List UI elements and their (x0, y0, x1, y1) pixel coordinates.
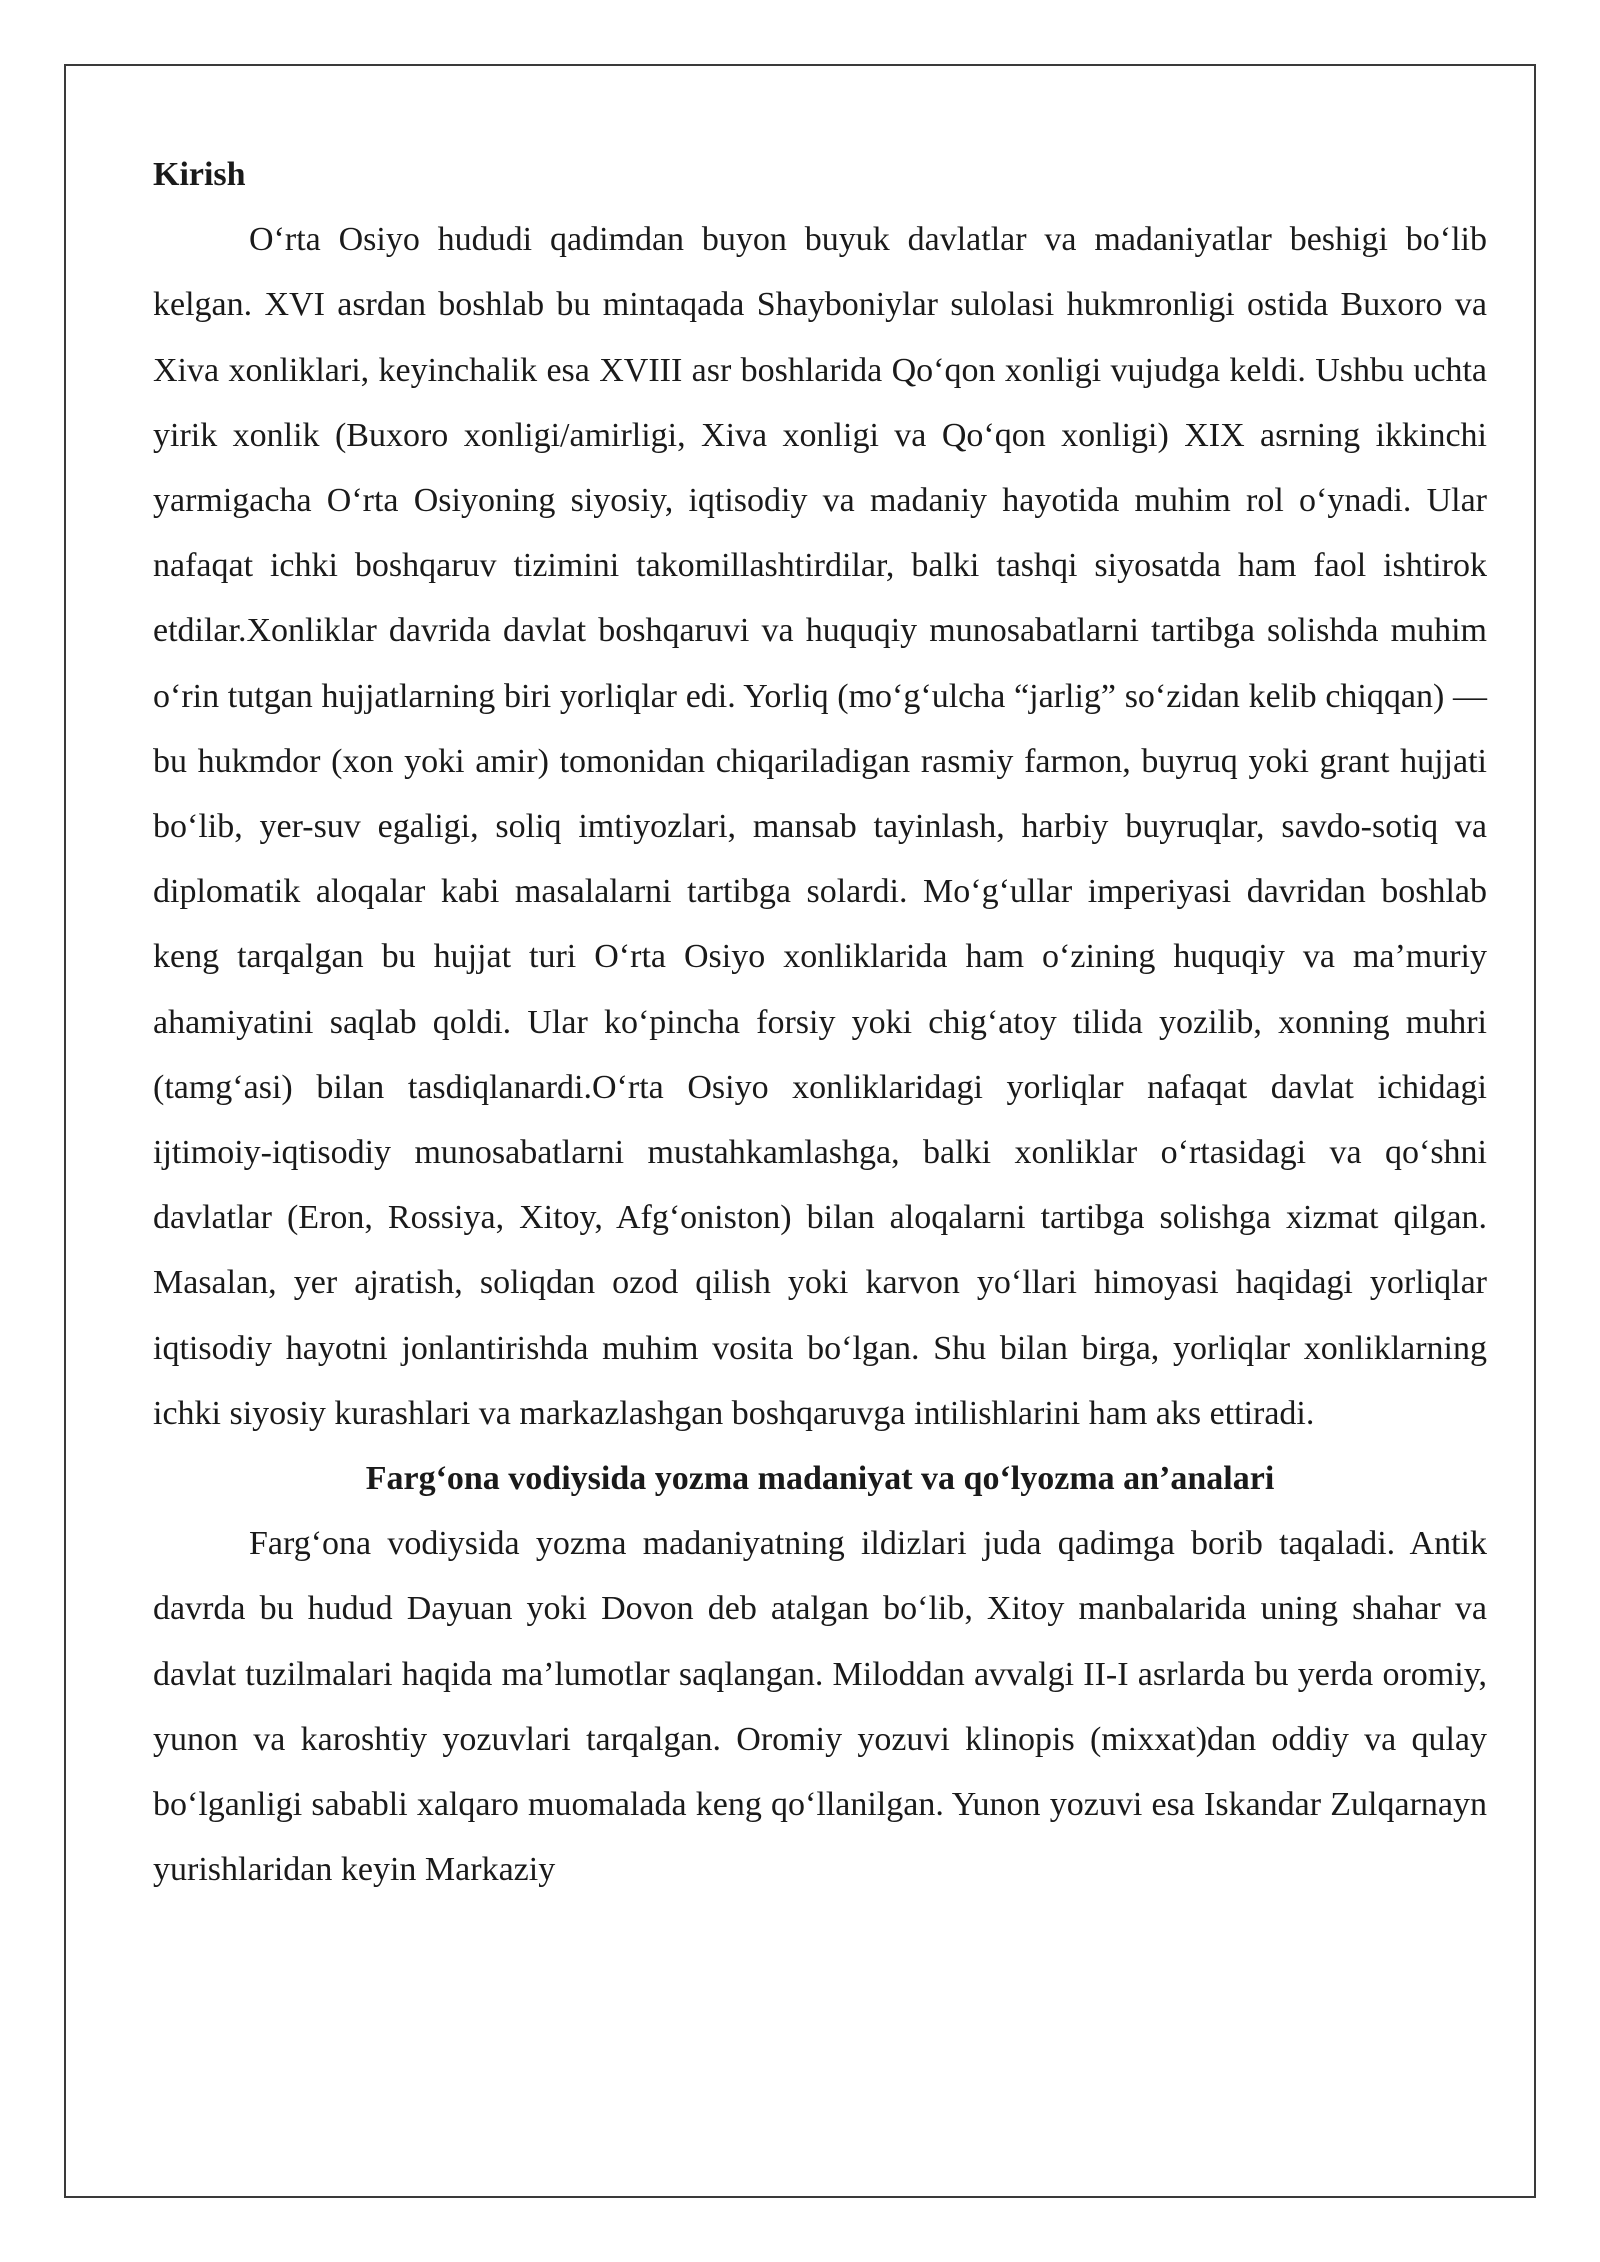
section-paragraph-fargona: Farg‘ona vodiysida yozma madaniyatning ildizlari juda qadimga borib taqaladi. Antik davrda bu hudud Dayuan yoki Dovon deb atalgan bo‘lib, Xitoy manbalarida uning shahar va davlat tuzilmalari haqida ma’lumotlar saqlangan. Miloddan avvalgi II-I asrlarda bu yerda oromiy, yunon va karoshtiy yozuvlari tarqalgan. Oromiy yozuvi klinopis (mixxat)dan oddiy va qulay bo‘lganligi sababli xalqaro muomalada keng qo‘llanilgan. Yunon yozuvi esa Iskandar Zulqarnayn yurishlaridan keyin Markaziy (153, 1525, 1487, 1889)
section-heading-fargona: Farg‘ona vodiysida yozma madaniyat va qo‘lyozma an’analari (365, 1460, 1275, 1498)
document-body (153, 142, 1487, 1902)
section-paragraph-kirish: O‘rta Osiyo hududi qadimdan buyon buyuk davlatlar va madaniyatlar beshigi bo‘lib kelgan. XVI asrdan boshlab bu mintaqada Shayboniylar sulolasi hukmronligi ostida Buxoro va Xiva xonliklari, keyinchalik esa XVIII asr boshlarida Qo‘qon xonligi vujudga keldi. Ushbu uchta yirik xonlik (Buxoro xonligi/amirligi, Xiva xonligi va Qo‘qon xonligi) XIX asrning ikkinchi yarmigacha O‘rta Osiyoning siyosiy, iqtisodiy va madaniy hayotida muhim rol o‘ynadi. Ular nafaqat ichki boshqaruv tizimini takomillashtirdilar, balki tashqi siyosatda ham faol ishtirok etdilar.Xonliklar davrida davlat boshqaruvi va huquqiy munosabatlarni tartibga solishda muhim o‘rin tutgan hujjatlarning biri yorliqlar edi. Yorliq (mo‘g‘ulcha “jarlig” so‘zidan kelib chiqqan) — bu hukmdor (xon yoki amir) tomonidan chiqariladigan rasmiy farmon, buyruq yoki grant hujjati bo‘lib, yer-suv egaligi, soliq imtiyozlari, mansab tayinlash, harbiy buyruqlar, savdo-sotiq va diplomatik aloqalar kabi masalalarni tartibga solardi. Mo‘g‘ullar imperiyasi davridan boshlab keng tarqalgan bu hujjat turi O‘rta Osiyo xonliklarida ham o‘zining huquqiy va ma’muriy ahamiyatini saqlab qoldi. Ular ko‘pincha forsiy yoki chig‘atoy tilida yozilib, xonning muhri (tamg‘asi) bilan tasdiqlanardi.O‘rta Osiyo xonliklaridagi yorliqlar nafaqat davlat ichidagi ijtimoiy-iqtisodiy munosabatlarni mustahkamlashga, balki xonliklar o‘rtasidagi va qo‘shni davlatlar (Eron, Rossiya, Xitoy, Afg‘oniston) bilan aloqalarni tartibga solishga xizmat qilgan. Masalan, yer ajratish, soliqdan ozod qilish yoki karvon yo‘llari himoyasi haqidagi yorliqlar iqtisodiy hayotni jonlantirishda muhim vosita bo‘lgan. Shu bilan birga, yorliqlar xonliklarning ichki siyosiy kurashlari va markazlashgan boshqaruvga intilishlarini ham aks ettiradi. (153, 221, 1487, 1432)
section-heading-kirish: Kirish (153, 156, 246, 193)
